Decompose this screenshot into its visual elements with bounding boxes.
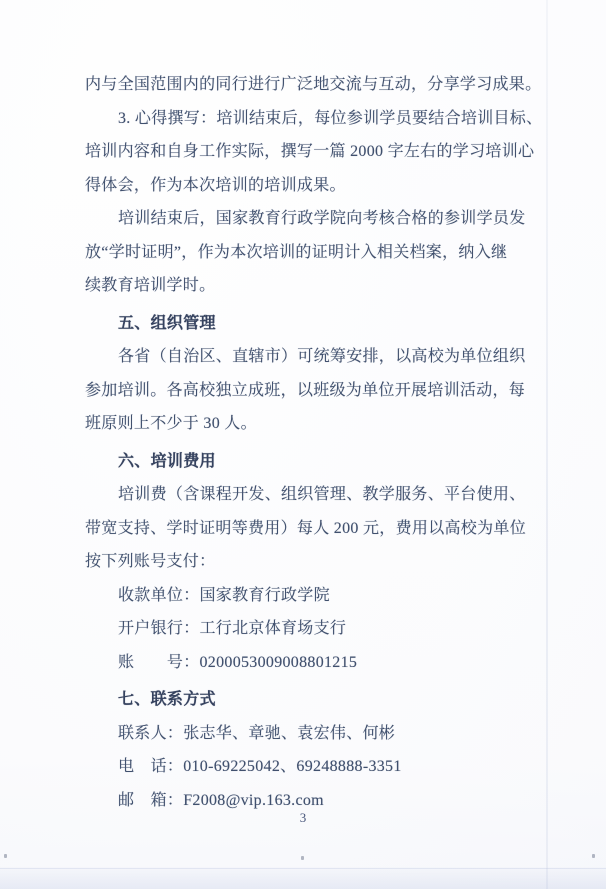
text-line: 按下列账号支付： — [85, 553, 216, 570]
document-lines — [85, 68, 543, 817]
text-line: 各省（自治区、直辖市）可统筹安排，以高校为单位组织 — [118, 348, 526, 365]
section-heading: 七、联系方式 — [118, 691, 216, 708]
text-line: 3. 心得撰写：培训结束后，每位参训学员要结合培训目标、 — [118, 109, 543, 127]
text-line: 带宽支持、学时证明等费用）每人 200 元，费用以高校为单位 — [85, 519, 527, 537]
scan-bottom-shadow — [0, 867, 606, 889]
section-heading: 五、组织管理 — [118, 314, 216, 332]
text-line: 培训费（含课程开发、组织管理、教学服务、平台使用、 — [118, 486, 526, 503]
text-line: 开户银行：工行北京体育场支行 — [118, 620, 347, 637]
text-line: 账 号：0200053009008801215 — [118, 653, 358, 671]
text-line: 得体会，作为本次培训的培训成果。 — [85, 176, 346, 194]
text-line: 邮 箱：F2008@vip.163.com — [118, 791, 324, 809]
text-line: 参加培训。各高校独立成班，以班级为单位开展培训活动，每 — [85, 381, 526, 399]
scan-crease-line — [546, 0, 548, 889]
section-heading: 六、培训费用 — [118, 452, 216, 470]
text-line: 内与全国范围内的同行进行广泛地交流与互动，分享学习成果。 — [85, 76, 542, 93]
text-line: 续教育培训学时。 — [85, 277, 216, 294]
text-line: 联系人：张志华、章驰、袁宏伟、何彬 — [118, 724, 396, 742]
text-line: 放“学时证明”，作为本次培训的证明计入相关档案，纳入继 — [85, 243, 508, 261]
scan-speck — [4, 854, 7, 858]
text-line: 培训结束后，国家教育行政学院向考核合格的参训学员发 — [118, 210, 526, 227]
scan-speck — [592, 854, 595, 858]
text-line: 电 话：010-69225042、69248888-3351 — [118, 758, 402, 775]
text-line: 班原则上不少于 30 人。 — [85, 415, 257, 432]
scan-speck — [301, 856, 304, 860]
page-number: 3 — [299, 810, 307, 825]
text-line: 培训内容和自身工作实际，撰写一篇 2000 字左右的学习培训心 — [85, 143, 535, 160]
text-line: 收款单位：国家教育行政学院 — [118, 586, 330, 604]
